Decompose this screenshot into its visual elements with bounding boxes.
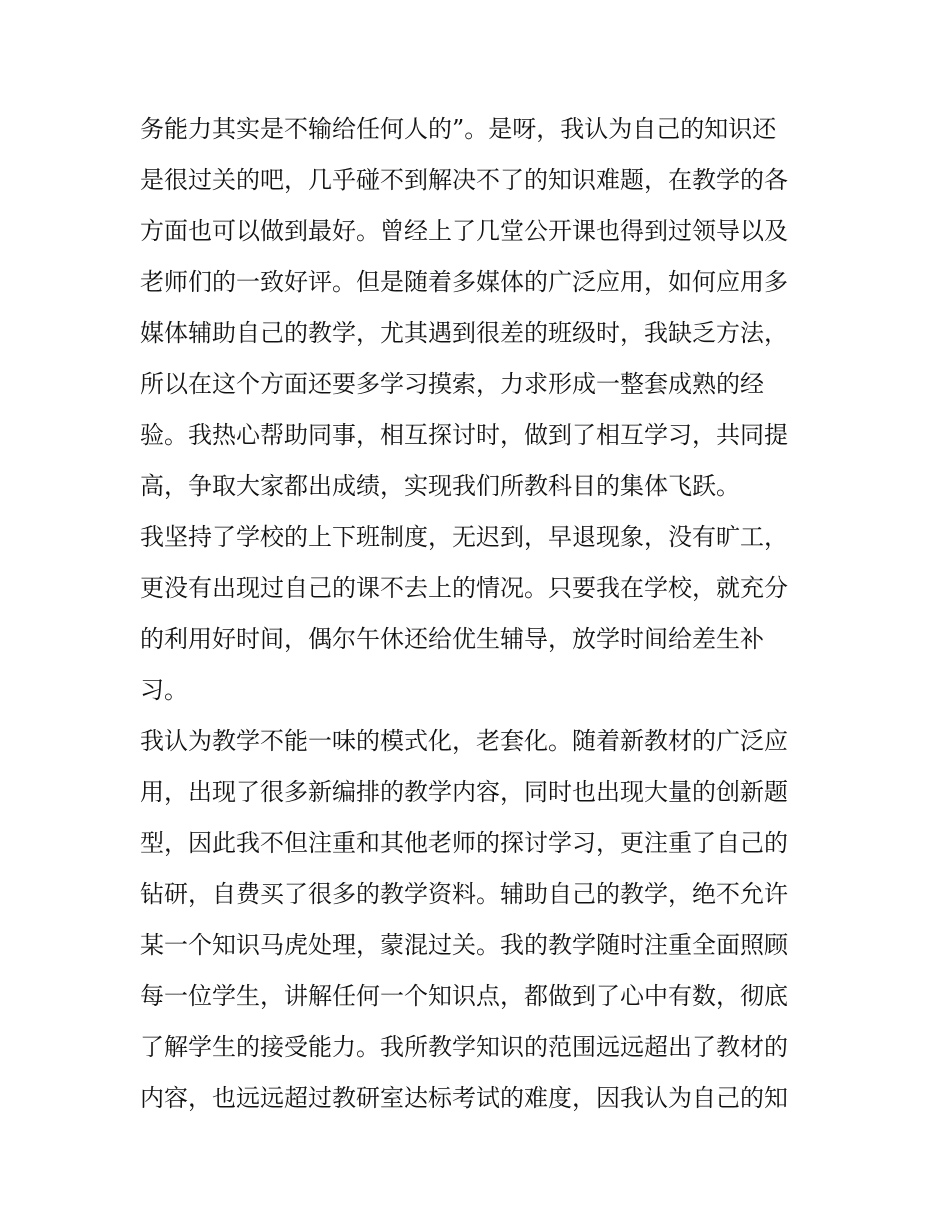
text-line: 型，因此我不但注重和其他老师的探讨学习，更注重了自己的 xyxy=(140,829,788,857)
text-line: 是很过关的吧，几乎碰不到解决不了的知识难题，在教学的各 xyxy=(140,166,788,194)
text-line: 我坚持了学校的上下班制度，无迟到，早退现象，没有旷工， xyxy=(140,523,788,551)
text-line: 更没有出现过自己的课不去上的情况。只要我在学校，就充分 xyxy=(140,574,788,602)
text-line: 务能力其实是不输给任何人的”。是呀，我认为自己的知识还 xyxy=(140,115,777,143)
text-line: 方面也可以做到最好。曾经上了几堂公开课也得到过领导以及 xyxy=(140,217,788,245)
text-line: 高，争取大家都出成绩，实现我们所教科目的集体飞跃。 xyxy=(140,472,740,500)
text-line: 用，出现了很多新编排的教学内容，同时也出现大量的创新题 xyxy=(140,778,788,806)
text-line: 内容，也远远超过教研室达标考试的难度，因我认为自己的知 xyxy=(140,1084,788,1112)
text-line: 所以在这个方面还要多学习摸索，力求形成一整套成熟的经 xyxy=(140,370,764,398)
text-line: 媒体辅助自己的教学，尤其遇到很差的班级时，我缺乏方法， xyxy=(140,319,788,347)
text-line: 我认为教学不能一味的模式化，老套化。随着新教材的广泛应 xyxy=(140,727,788,755)
text-line: 了解学生的接受能力。我所教学知识的范围远远超出了教材的 xyxy=(140,1033,788,1061)
text-line: 老师们的一致好评。但是随着多媒体的广泛应用，如何应用多 xyxy=(140,268,788,296)
text-line: 的利用好时间，偶尔午休还给优生辅导，放学时间给差生补 xyxy=(140,625,764,653)
text-line: 钻研，自费买了很多的教学资料。辅助自己的教学，绝不允许 xyxy=(140,880,788,908)
text-line: 每一位学生，讲解任何一个知识点，都做到了心中有数，彻底 xyxy=(140,982,788,1010)
document-body xyxy=(140,104,820,1124)
text-line: 验。我热心帮助同事，相互探讨时，做到了相互学习，共同提 xyxy=(140,421,788,449)
text-line: 某一个知识马虎处理，蒙混过关。我的教学随时注重全面照顾 xyxy=(140,931,788,959)
text-line: 习。 xyxy=(140,676,188,704)
